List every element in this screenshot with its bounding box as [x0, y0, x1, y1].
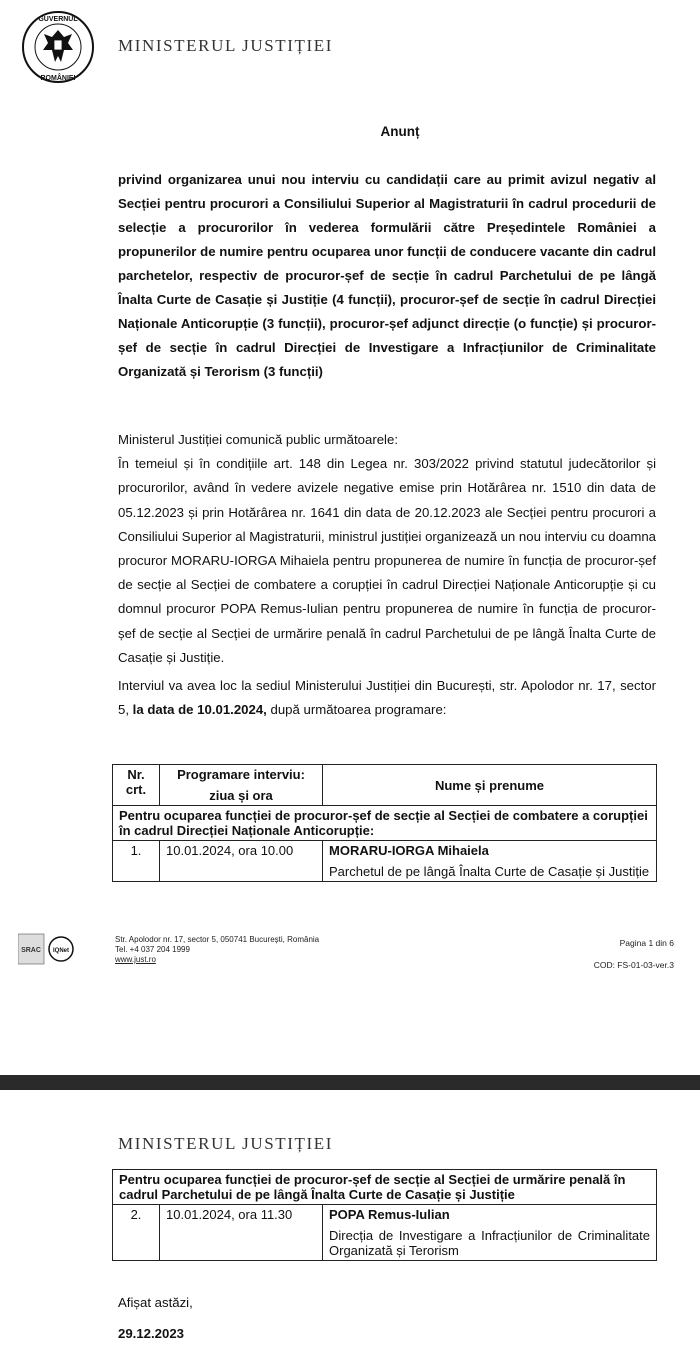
page-separator — [0, 1075, 700, 1090]
interview-schedule-lead: după următoarea programare: — [266, 702, 447, 718]
communication-body: În temeiul și în condițiile art. 148 din Legea nr. 303/2022 privind statutul judecătorilor și procurorilor, având în vedere avizele negative emise prin Hotărârea nr. 1510 din data de 05.12.2023 și prin Hotărârea nr. 1641 din data de 20.12.2023 ale Secției pentru procurori a Consiliului Superior al Magistraturii, ministrul justiției organizează un nou interviu cu doamna procuror MORARU-IORGA Mihaiela pentru propunerea de numire în funcția de procuror-șef de secție al Secției de combatere a corupției în cadrul Direcției Naționale Anticorupție și cu domnul procuror POPA Remus-Iulian pentru propunerea de numire în funcția de procuror-șef de secție al Secției de urmărire penală în cadrul Parchetului de pe lângă Înalta Curte de Casație și Justiție. — [118, 456, 657, 665]
page-number: Pagina 1 din 6 — [619, 938, 674, 948]
candidate-institution: Parchetul de pe lângă Înalta Curte de Casație și Justiție — [329, 864, 650, 879]
srac-logo-text: SRAC — [21, 947, 41, 954]
header-schedule-line1: Programare interviu: — [177, 767, 305, 782]
row-datetime: 10.01.2024, ora 11.30 — [160, 1205, 323, 1261]
schedule-table-continued — [112, 1169, 657, 1261]
communication-paragraph — [118, 428, 656, 670]
header-schedule — [160, 765, 323, 806]
document-code: COD: FS-01-03-ver.3 — [593, 960, 674, 970]
page-two — [0, 1090, 700, 1353]
header-name: Nume și prenume — [323, 765, 657, 806]
interview-location: Interviul va avea loc la sediul Ministerului Justiției din București, str. Apolodor nr. 17, sector 5, — [118, 678, 656, 718]
crest-bottom-text: ROMÂNIEI — [40, 75, 76, 82]
table-row — [113, 1205, 657, 1261]
row-nr: 2. — [113, 1205, 160, 1261]
posted-label: Afișat astăzi, — [118, 1295, 193, 1310]
row-candidate — [323, 1205, 657, 1261]
section-title-pictcj: Pentru ocuparea funcției de procuror-șef de secție al Secției de urmărire penală în cadrul Parchetului de pe lângă Înalta Curte de Casație și Justiție — [113, 1170, 657, 1205]
candidate-institution: Direcția de Investigare a Infracțiunilor de Criminalitate Organizată și Terorism — [329, 1228, 650, 1258]
communication-lead: Ministerul Justiției comunică public următoarele: — [118, 432, 398, 447]
footer-address: Str. Apolodor nr. 17, sector 5, 050741 București, România — [115, 935, 320, 944]
iqnet-logo-text: IQNet — [52, 948, 70, 954]
interview-date: la data de 10.01.2024, — [132, 702, 267, 718]
government-crest-logo — [10, 10, 106, 84]
row-datetime: 10.01.2024, ora 10.00 — [160, 841, 323, 882]
interview-paragraph — [118, 674, 656, 722]
table-section-row — [113, 1170, 657, 1205]
candidate-name: MORARU-IORGA Mihaiela — [329, 843, 489, 858]
table-row — [113, 841, 657, 882]
schedule-table — [112, 764, 657, 882]
footer-website-link[interactable]: www.just.ro — [115, 955, 156, 964]
footer-contact — [115, 935, 319, 965]
table-section-row — [113, 806, 657, 841]
header-schedule-line2: ziua și ora — [209, 788, 273, 803]
crest-top-text: GUVERNUL — [38, 16, 78, 23]
footer-phone: Tel. +4 037 204 1999 — [115, 945, 190, 954]
header-nr: Nr. crt. — [113, 765, 160, 806]
table-header-row — [113, 765, 657, 806]
row-nr: 1. — [113, 841, 160, 882]
posted-date: 29.12.2023 — [118, 1326, 185, 1341]
candidate-name: POPA Remus-Iulian — [329, 1207, 450, 1222]
ministry-name: MINISTERUL JUSTIȚIEI — [118, 36, 334, 55]
ministry-name-page2: MINISTERUL JUSTIȚIEI — [118, 1134, 334, 1153]
announcement-intro: privind organizarea unui nou interviu cu candidații care au primit avizul negativ al Secției pentru procurori a Consiliului Superior al Magistraturii în cadrul procedurii de selecție a procurorilor în vederea formulării către Președintele României a propunerilor de numire pentru ocuparea unor funcții de conducere vacante din cadrul parchetelor, respectiv de procuror-șef de secție în cadrul Parchetului de pe lângă Înalta Curte de Casație și Justiție (4 funcții), procuror-șef de secție în cadrul Direcției Naționale Anticorupție (3 funcții), procuror-șef adjunct direcție (o funcție) și procuror-șef de secție în cadrul Direcției de Investigare a Infracțiunilor de Criminalitate Organizată și Terorism (3 funcții) — [118, 172, 656, 379]
row-candidate — [323, 841, 657, 882]
section-title-dna: Pentru ocuparea funcției de procuror-șef de secție al Secției de combatere a corupției în cadrul Direcției Naționale Anticorupție: — [113, 806, 657, 841]
certification-logos — [18, 932, 76, 968]
document-title: Anunț — [380, 124, 420, 139]
